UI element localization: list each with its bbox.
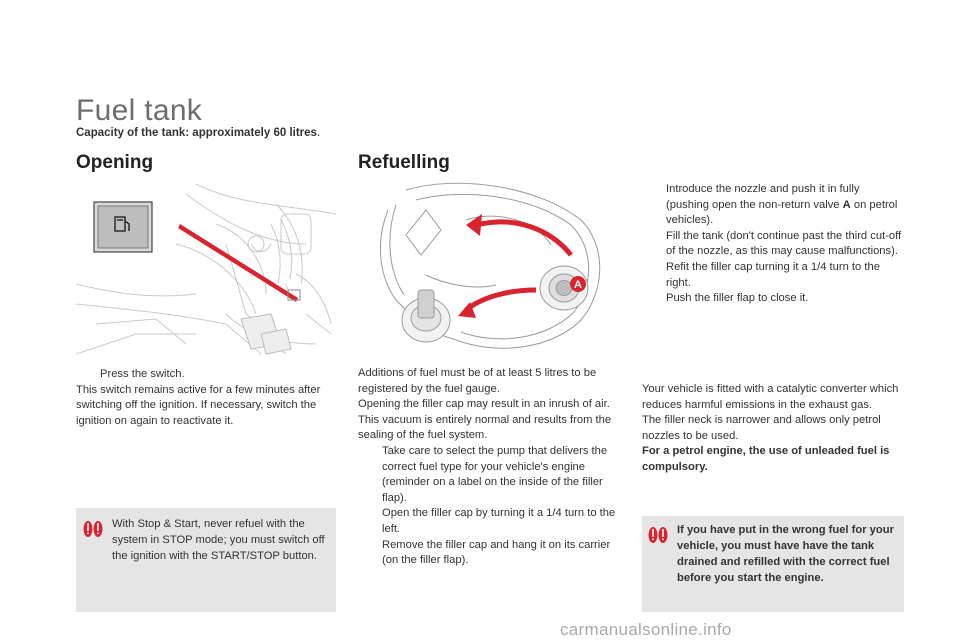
unleaded-text: For a petrol engine, the use of unleaded fuel is compulsory. bbox=[642, 445, 890, 473]
refuelling-steps-right bbox=[642, 182, 904, 307]
opening-step: Press the switch. bbox=[100, 368, 185, 380]
refuelling-step: Refit the filler cap turning it a 1/4 turn to the right. bbox=[666, 260, 880, 289]
catalytic-text: Your vehicle is fitted with a catalytic converter which reduces harmful emissions in the exhaust gas. bbox=[642, 383, 899, 411]
opening-heading: Opening bbox=[76, 152, 154, 173]
page-title: Fuel tank bbox=[76, 94, 203, 127]
opening-illustration bbox=[76, 184, 336, 356]
refuelling-step: Take care to select the pump that delivers the correct fuel type for your vehicle's engine (reminder on a label on the inside of the filler flap). bbox=[382, 444, 608, 504]
filler-neck-text: The filler neck is narrower and allows only petrol nozzles to be used. bbox=[642, 414, 881, 442]
refuelling-step: Introduce the nozzle and push it in fully (pushing open the non-return valve A on petrol vehicles). bbox=[666, 183, 898, 227]
opening-instructions bbox=[76, 367, 336, 429]
refuelling-intro: Additions of fuel must be of at least 5 litres to be registered by the fuel gauge. bbox=[358, 367, 597, 395]
refuelling-heading: Refuelling bbox=[358, 152, 450, 173]
refuelling-instructions bbox=[358, 366, 620, 569]
opening-note: This switch remains active for a few minutes after switching off the ignition. If necessary, switch the ignition on again to reactivate it. bbox=[76, 383, 321, 427]
refuelling-step: Fill the tank (don't continue past the third cut-off of the nozzle, as this may cause malfunctions). bbox=[666, 229, 902, 258]
valve-label: A bbox=[574, 279, 582, 291]
refuelling-step: Open the filler cap by turning it a 1/4 turn to the left. bbox=[382, 507, 616, 535]
catalytic-info bbox=[642, 382, 906, 476]
opening-warning-box bbox=[76, 508, 336, 612]
footer-watermark: carmanualsonline.info bbox=[560, 620, 732, 639]
refuelling-step: Push the filler flap to close it. bbox=[666, 292, 809, 305]
refuelling-warning-box bbox=[642, 516, 904, 612]
refuelling-step: Remove the filler cap and hang it on its carrier (on the filler flap). bbox=[382, 538, 611, 567]
refuelling-warning-text: If you have put in the wrong fuel for your vehicle, you must have have the tank drained and refilled with the correct fuel before you start the engine. bbox=[677, 524, 894, 584]
warning-exclamation-icon bbox=[648, 526, 668, 544]
tank-capacity: Capacity of the tank: approximately 60 litres. bbox=[76, 127, 321, 139]
refuelling-intro-2: Opening the filler cap may result in an inrush of air. This vacuum is entirely normal and results from the sealing of the fuel system. bbox=[358, 398, 612, 442]
refuelling-illustration bbox=[366, 180, 606, 350]
opening-warning-text: With Stop & Start, never refuel with the system in STOP mode; you must switch off the ignition with the START/STOP button. bbox=[112, 518, 325, 562]
warning-exclamation-icon bbox=[83, 520, 103, 538]
